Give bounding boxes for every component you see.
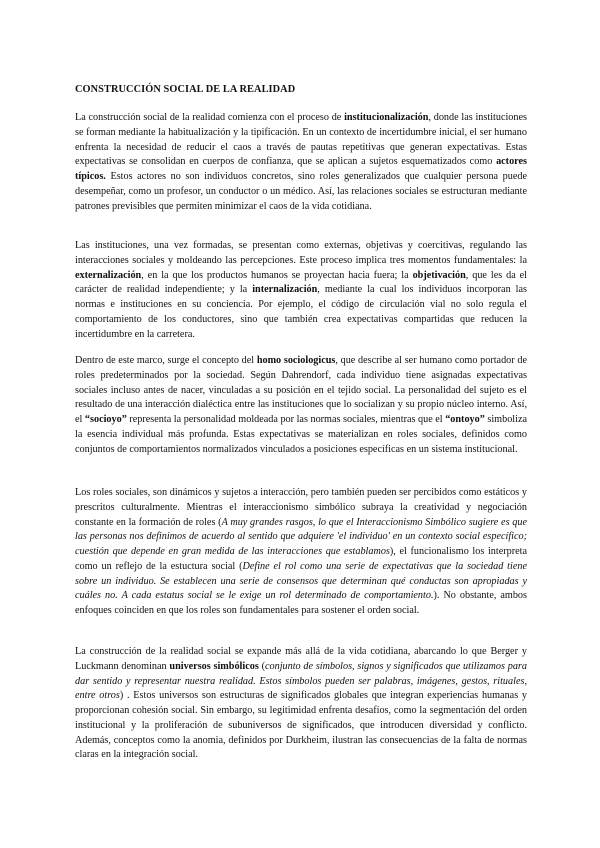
bold-term: internalización (252, 284, 318, 296)
italic-note: Define el rol como una serie de expectativas que la sociedad tiene sobre un individuo. Se establecen una serie de consensos que determinan qué conductas son apropiadas y cuáles no. A cada estatus social se le exige un rol determinado de comportamiento. (75, 560, 527, 602)
paragraph-text: La construcción de la realidad social se expande más allá de la vida cotidiana, abarcando lo que Berger y Luckmann denominan (75, 646, 527, 672)
bold-term: actores típicos. (75, 156, 527, 182)
bold-term: externalización (75, 269, 142, 281)
paragraph-instituciones (75, 239, 527, 342)
paragraph-text: ) . Estos universos son estructuras de significados globales que integran experiencias humanas y proporcionan cohesión social. Sin embargo, su legitimidad enfrenta desafíos, como la segmentación del orden institucional y la proliferación de subuniversos de significados, que introducen diversidad y conflicto. Además, conceptos como la anomia, definidos por Durkheim, ilustran las consecuencias de la falta de normas claras en la integración social. (75, 690, 527, 761)
page-title: CONSTRUCCIÓN SOCIAL DE LA REALIDAD (75, 84, 296, 95)
paragraph-text: , donde las instituciones se forman mediante la habitualización y la tipificación. En un contexto de incertidumbre inicial, el ser humano enfrenta la necesidad de reducir el caos a través de pautas repetitivas que generan expectativas. Estas expectativas se consolidan en cuerpos de confianza, que se aplican a sujetos esquematizados como (75, 112, 527, 168)
paragraph-institucionalizacion (75, 111, 527, 214)
paragraph-text: Dentro de este marco, surge el concepto del (75, 355, 257, 366)
italic-note: A muy grandes rasgos, lo que el Interaccionismo Simbólico sugiere es que las personas nos definimos de acuerdo al sentido que adquiere 'el individuo' en un contexto social específico; cuestión que depende en gran medida de las interacciones que establamos (75, 516, 527, 557)
paragraph-text: , que les da el carácter de realidad independiente; y la (75, 269, 527, 296)
paragraph-text: La construcción social de la realidad comienza con el proceso de (75, 112, 345, 123)
bold-term: “socioyo” (84, 414, 127, 425)
paragraph-text: Los roles sociales, son dinámicos y sujetos a interacción, pero también pueden ser percibidos como estáticos y prescritos culturalmente. Mientras el interaccionismo simbólico subraya la creatividad y negociación constante en la formación de roles ( (75, 487, 527, 528)
paragraph-roles-sociales (75, 486, 527, 619)
paragraph-text: ). No obstante, ambos enfoques coinciden en que los roles son fundamentales para sostener el orden social. (75, 590, 527, 616)
paragraph-text: Estos actores no son individuos concretos, sino roles generalizados que cualquier persona puede desempeñar, como un profesor, un conductor o un médico. Así, las relaciones sociales se estructuran mediante patrones previsibles que permiten minimizar el caos de la vida cotidiana. (75, 171, 527, 212)
bold-term: objetivación (412, 269, 466, 281)
paragraph-text: ), el funcionalismo los interpreta como un reflejo de la estuctura social ( (75, 546, 528, 572)
italic-note: conjunto de símbolos, signos y significados que utilizamos para dar sentido y representar nuestra realidad. Estos símbolos pueden ser palabras, imágenes, gestos, rituales, entre otros (75, 660, 527, 702)
paragraph-homo-sociologicus (75, 354, 527, 457)
paragraph-text: , en la que los productos humanos se proyectan hacia fuera; la (141, 269, 413, 281)
bold-term: institucionalización (344, 112, 429, 123)
paragraph-text: ( (258, 660, 265, 672)
bold-term: “ontoyo” (445, 414, 485, 425)
paragraph-text: representa la personalidad moldeada por las normas sociales, mientras que el (126, 414, 446, 425)
bold-term: universos simbólicos (169, 660, 259, 672)
paragraph-text: , que describe al ser humano como portador de roles predeterminados por la sociedad. Según Dahrendorf, cada individuo tiene asignadas expectativas sociales incluso antes de nacer, vinculadas a su posición en el tejido social. La personalidad del sujeto es el resultado de una interacción dialéctica entre las instituciones que lo socializan y su propio núcleo interno. Así, el (75, 355, 527, 425)
paragraph-text: simboliza la esencia individual más profunda. Estas expectativas se materializan en roles sociales, definidos como conjuntos de comportamientos normalizados vinculados a posiciones específicas en un sistema institucional. (75, 414, 527, 455)
paragraph-text: , mediante la cual los individuos incorporan las normas e instituciones en su conciencia. Por ejemplo, el código de circulación vial no solo regula el comportamiento de los conductores, sino que también crea expectativas compartidas que reducen la incertidumbre en la carretera. (75, 284, 528, 340)
paragraph-universos-simbolicos (75, 645, 527, 763)
paragraph-text: Las instituciones, una vez formadas, se presentan como externas, objetivas y coercitivas, regulando las interacciones sociales y moldeando las percepciones. Este proceso implica tres momentos fundamentales: la (75, 240, 527, 266)
bold-term: homo sociologicus (256, 355, 336, 366)
